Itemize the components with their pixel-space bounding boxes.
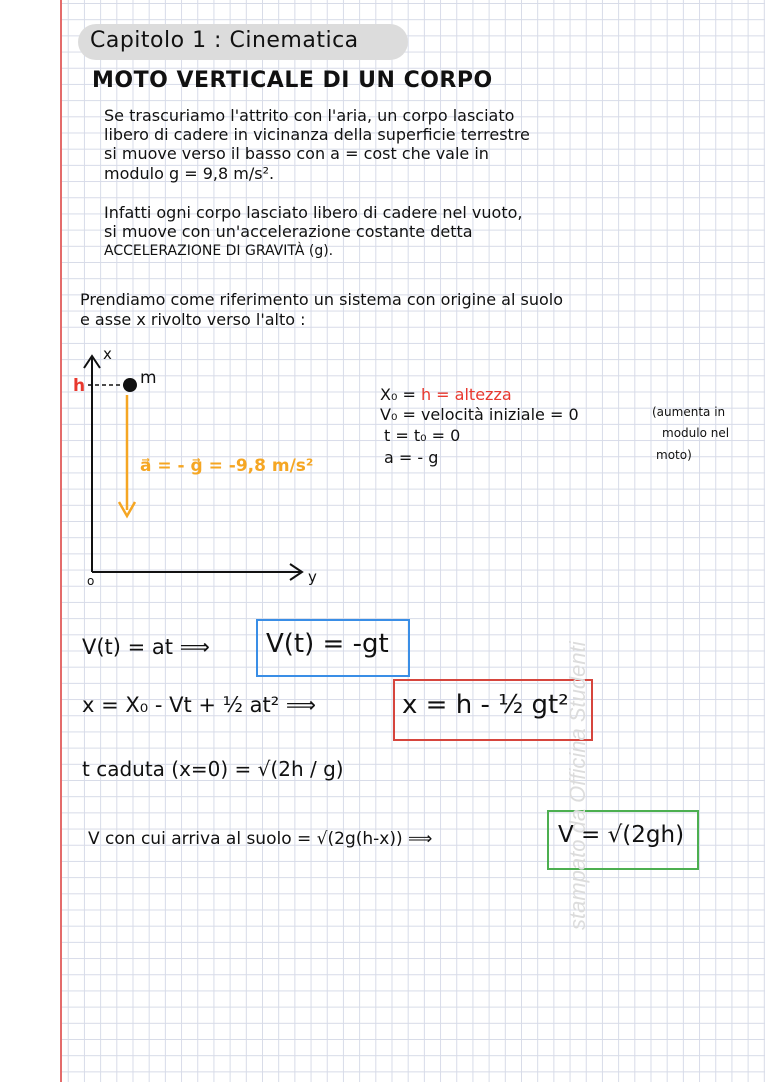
- origin-label: o: [87, 574, 95, 588]
- v0-note-line-3: moto): [656, 448, 692, 462]
- velocity-equation: V(t) = at ⟹: [82, 635, 210, 659]
- acceleration-label: a⃗ = - g⃗ = -9,8 m/s²: [140, 456, 314, 476]
- position-equation: x = X₀ - Vt + ½ at² ⟹: [82, 693, 316, 717]
- height-label: h: [73, 376, 86, 396]
- condition-a: a = - g: [384, 448, 439, 467]
- v0-note-line-2: modulo nel: [662, 426, 730, 440]
- velocity-result: V(t) = -gt: [266, 629, 389, 659]
- intro-p1-line-4: modulo g = 9,8 m/s².: [104, 164, 275, 183]
- intro-p1-line-3: si muove verso il basso con a = cost che vale in: [104, 144, 489, 163]
- mass-label: m: [140, 368, 157, 388]
- intro-p1-line-1: Se trascuriamo l'attrito con l'aria, un corpo lasciato: [104, 106, 515, 125]
- section-title: MOTO VERTICALE DI UN CORPO: [92, 68, 493, 93]
- position-result: x = h - ½ gt²: [402, 690, 569, 720]
- watermark: stampato da Officina Studenti: [565, 641, 590, 930]
- condition-x0: X₀ = h = altezza: [380, 385, 512, 404]
- intro-p2-line-1: Infatti ogni corpo lasciato libero di cadere nel vuoto,: [104, 203, 523, 222]
- condition-v0: V₀ = velocità iniziale = 0: [380, 405, 579, 424]
- intro-p3-line-2: e asse x rivolto verso l'alto :: [80, 310, 306, 329]
- fall-time-equation: t caduta (x=0) = √(2h / g): [82, 757, 344, 781]
- intro-p1-line-2: libero di cadere in vicinanza della superficie terrestre: [104, 125, 530, 144]
- impact-velocity-result: V = √(2gh): [558, 822, 685, 848]
- intro-p2-line-2: si muove con un'accelerazione costante detta: [104, 222, 473, 241]
- x-axis-label: x: [103, 345, 112, 363]
- v0-note-line-1: (aumenta in: [652, 405, 726, 419]
- intro-p2-line-3: ACCELERAZIONE DI GRAVITÀ (g).: [104, 243, 334, 259]
- intro-p3-line-1: Prendiamo come riferimento un sistema con origine al suolo: [80, 290, 563, 309]
- condition-t0: t = t₀ = 0: [384, 426, 461, 445]
- mass-point: [123, 378, 137, 392]
- chapter-title: Capitolo 1 : Cinematica: [90, 28, 359, 53]
- y-axis-label: y: [308, 568, 317, 586]
- impact-velocity-equation: V con cui arriva al suolo = √(2g(h-x)) ⟹: [88, 829, 433, 849]
